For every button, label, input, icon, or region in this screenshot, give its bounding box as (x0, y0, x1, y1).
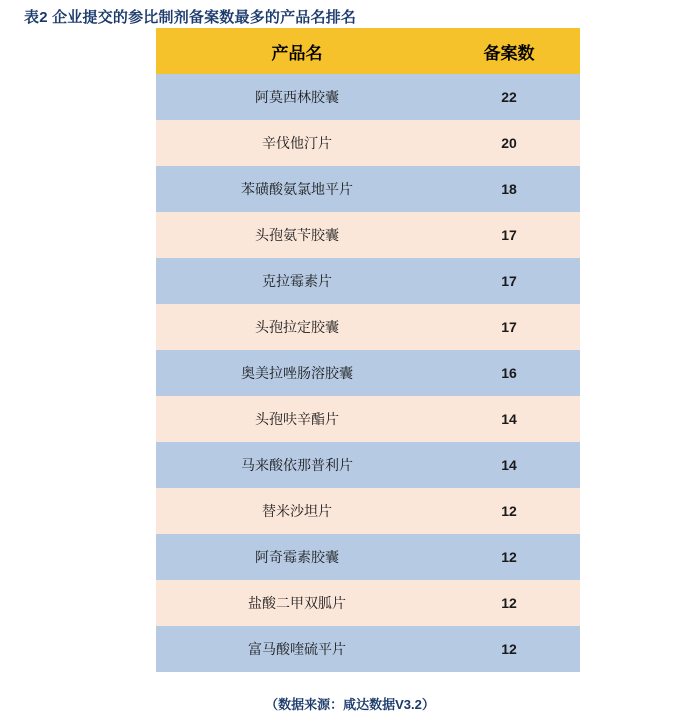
cell-product-name: 替米沙坦片 (156, 488, 438, 534)
table-row (156, 258, 580, 304)
table-row (156, 166, 580, 212)
cell-product-name: 富马酸喹硫平片 (156, 626, 438, 672)
table-row (156, 534, 580, 580)
cell-product-name: 辛伐他汀片 (156, 120, 438, 166)
cell-product-name: 奥美拉唑肠溶胶囊 (156, 350, 438, 396)
table-row (156, 120, 580, 166)
table-header (156, 28, 580, 74)
table-body (156, 74, 580, 672)
table-row (156, 74, 580, 120)
cell-product-name: 阿奇霉素胶囊 (156, 534, 438, 580)
cell-filing-count: 18 (438, 166, 580, 212)
cell-product-name: 阿莫西林胶囊 (156, 74, 438, 120)
cell-product-name: 苯磺酸氨氯地平片 (156, 166, 438, 212)
cell-filing-count: 17 (438, 258, 580, 304)
table-row (156, 396, 580, 442)
cell-filing-count: 22 (438, 74, 580, 120)
column-header-filing-count: 备案数 (438, 28, 580, 74)
cell-filing-count: 14 (438, 396, 580, 442)
ranking-table (156, 28, 580, 672)
cell-filing-count: 16 (438, 350, 580, 396)
table-row (156, 212, 580, 258)
table-header-row (156, 28, 580, 74)
table-row (156, 442, 580, 488)
cell-filing-count: 20 (438, 120, 580, 166)
table-row (156, 304, 580, 350)
table-container (156, 28, 576, 672)
column-header-product-name: 产品名 (156, 28, 438, 74)
cell-filing-count: 12 (438, 488, 580, 534)
cell-product-name: 盐酸二甲双胍片 (156, 580, 438, 626)
table-row (156, 350, 580, 396)
cell-filing-count: 12 (438, 626, 580, 672)
cell-filing-count: 14 (438, 442, 580, 488)
cell-product-name: 头孢拉定胶囊 (156, 304, 438, 350)
cell-filing-count: 12 (438, 580, 580, 626)
cell-product-name: 头孢呋辛酯片 (156, 396, 438, 442)
cell-product-name: 克拉霉素片 (156, 258, 438, 304)
table-row (156, 580, 580, 626)
table-row (156, 488, 580, 534)
data-source-note: （数据来源：咸达数据V3.2） (265, 697, 435, 712)
cell-filing-count: 17 (438, 304, 580, 350)
table-caption: 表2 企业提交的参比制剂备案数最多的产品名排名 (24, 9, 357, 26)
cell-filing-count: 12 (438, 534, 580, 580)
cell-product-name: 头孢氨苄胶囊 (156, 212, 438, 258)
table-row (156, 626, 580, 672)
cell-product-name: 马来酸依那普利片 (156, 442, 438, 488)
cell-filing-count: 17 (438, 212, 580, 258)
